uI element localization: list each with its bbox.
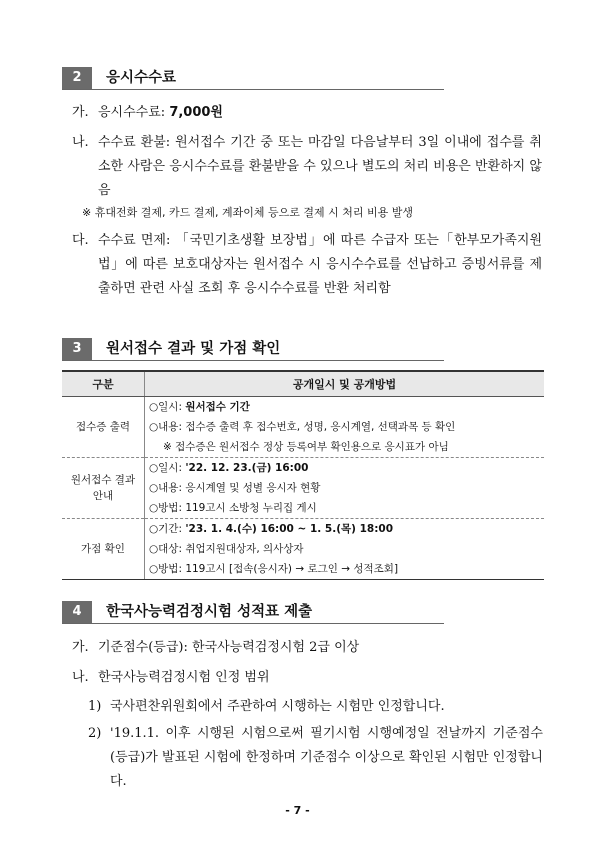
section-number: 4: [62, 601, 92, 623]
history-item-a: [72, 636, 542, 660]
line-emphasis: '22. 12. 23.(금) 16:00: [185, 462, 309, 474]
standard-score-text: 기준점수(등급): 한국사능력검정시험 2급 이상: [98, 640, 360, 655]
section-number: 2: [62, 67, 92, 89]
section-header: [62, 601, 444, 624]
column-header: 공개일시 및 공개방법: [145, 371, 545, 397]
exemption-text: 수수료 면제: 「국민기초생활 보장법」에 따른 수급자 또는「한부모가족지원법」에 따른 보호대상자는 원서접수 시 응시수수료를 선납하고 증빙서류를 제출하면 관련 사실 조회 후 응시수수료를 반환 처리함: [98, 233, 542, 296]
line-emphasis: 원서접수 기간: [185, 401, 250, 413]
fee-item-a: [72, 101, 542, 125]
row-content: [145, 519, 545, 580]
line-text: ○기간:: [149, 523, 186, 535]
line-text: ○일시:: [149, 462, 186, 474]
line-text: ○내용: 접수증 출력 후 접수번호, 성명, 응시계열, 선택과목 등 확인: [149, 421, 456, 433]
sub-text: '19.1.1. 이후 시행된 시험으로써 필기시험 시행예정일 전날까지 기준점수(등급)가 발표된 시험에 한정하며 기준점수 이상으로 확인된 시험만 인정합니다.: [110, 726, 543, 789]
line-note: ※ 접수증은 원서접수 정상 등록여부 확인용으로 응시표가 아님: [163, 441, 449, 453]
row-content: [145, 397, 545, 458]
sub-text: 국사편찬위원회에서 주관하여 시행하는 시험만 인정합니다.: [110, 699, 445, 714]
payment-note: ※ 휴대전화 결제, 카드 결제, 계좌이체 등으로 결제 시 처리 비용 발생: [82, 206, 413, 219]
line-text: ○대상: 취업지원대상자, 의사상자: [149, 543, 304, 555]
fee-label: 응시수수료:: [98, 105, 166, 120]
disclosure-table: [62, 370, 544, 580]
row-category: 가점 확인: [62, 519, 145, 580]
sub-marker: 2): [88, 726, 102, 741]
section-title: 원서접수 결과 및 가점 확인: [106, 341, 281, 357]
column-header: 구분: [62, 371, 145, 397]
row-category: 원서접수 결과 안내: [62, 458, 145, 519]
history-sub-2: [88, 722, 543, 794]
fee-amount: 7,000원: [169, 105, 223, 120]
history-sub-1: [88, 695, 543, 719]
history-item-b: [72, 666, 542, 690]
line-emphasis: '23. 1. 4.(수) 16:00 ~ 1. 5.(목) 18:00: [185, 523, 394, 535]
line-text: ○내용: 응시계열 및 성별 응시자 현황: [149, 482, 321, 494]
section-title: 응시수수료: [106, 70, 177, 86]
table-row: [62, 519, 544, 580]
table-header-row: [62, 371, 544, 397]
fee-item-c: [72, 229, 542, 301]
table-row: [62, 458, 544, 519]
table-row: [62, 397, 544, 458]
row-content: [145, 458, 545, 519]
section-number: 3: [62, 338, 92, 360]
line-text: ○방법: 119고시 [접속(응시자) → 로그인 → 성적조회]: [149, 563, 399, 575]
line-text: ○일시:: [149, 401, 186, 413]
line-text: ○방법: 119고시 소방청 누리집 게시: [149, 502, 317, 514]
page-number: - 7 -: [285, 804, 310, 817]
item-marker: 가.: [72, 105, 89, 120]
refund-text: 수수료 환불: 원서접수 기간 중 또는 마감일 다음날부터 3일 이내에 접수를 취소한 사람은 응시수수료를 환불받을 수 있으나 별도의 처리 비용은 반환하지 않음: [98, 135, 542, 198]
row-category: 접수증 출력: [62, 397, 145, 458]
section-header: [62, 338, 444, 361]
item-marker: 나.: [72, 135, 89, 150]
item-marker: 다.: [72, 233, 89, 248]
fee-item-b: [72, 131, 542, 203]
section-title: 한국사능력검정시험 성적표 제출: [106, 604, 313, 620]
recognition-scope-text: 한국사능력검정시험 인정 범위: [98, 670, 270, 685]
item-marker: 나.: [72, 670, 89, 685]
sub-marker: 1): [88, 699, 102, 714]
section-header: [62, 67, 444, 90]
item-marker: 가.: [72, 640, 89, 655]
